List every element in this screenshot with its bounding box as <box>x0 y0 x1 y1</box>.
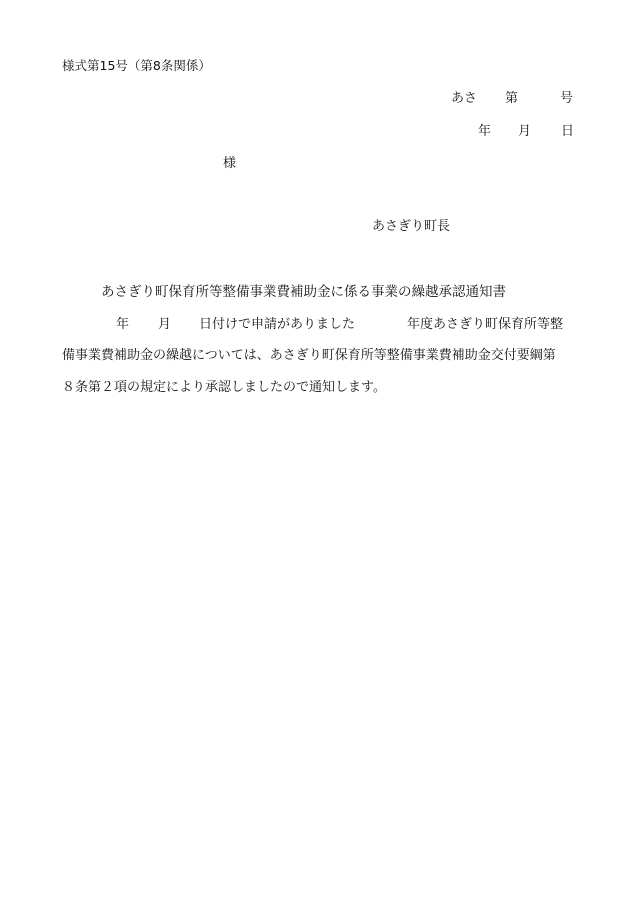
body-line-3: ８条第２項の規定により承認しましたので通知します。 <box>62 380 386 395</box>
body-applied-text: 日付けで申請がありました <box>199 317 356 332</box>
body-year-label: 年 <box>116 317 130 332</box>
body-month-label: 月 <box>158 317 172 332</box>
addressee-honorific: 様 <box>223 156 237 171</box>
date-month-label: 月 <box>518 124 532 139</box>
doc-number-go: 号 <box>560 91 574 106</box>
document-title: あさぎり町保育所等整備事業費補助金に係る事業の繰越承認通知書 <box>101 284 506 300</box>
form-number-label: 様式第15号（第8条関係） <box>62 58 211 73</box>
date-year-label: 年 <box>478 124 492 139</box>
issuer-name: あさぎり町長 <box>372 219 451 234</box>
body-line-2: 備事業費補助金の繰越については、あさぎり町保育所等整備事業費補助金交付要綱第 <box>62 348 556 363</box>
doc-number-prefix: あさ <box>451 91 478 106</box>
body-program-text: 年度あさぎり町保育所等整 <box>407 317 564 332</box>
doc-number-dai: 第 <box>505 91 519 106</box>
date-day-label: 日 <box>561 124 575 139</box>
